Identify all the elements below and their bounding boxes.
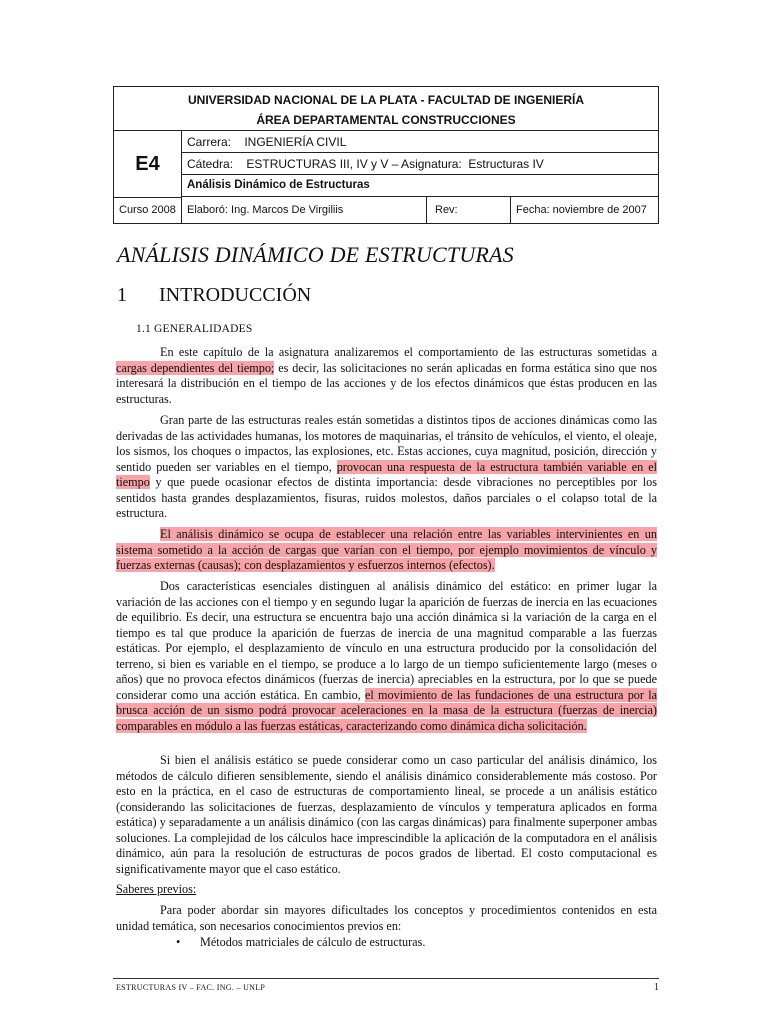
header-meta-row <box>114 197 658 223</box>
p1-text-a: En este capítulo de la asignatura analizaremos el comportamiento de las estructuras sometidas a <box>160 345 657 359</box>
bullet-text: Métodos matriciales de cálculo de estructuras. <box>200 935 426 949</box>
paragraph-1 <box>116 345 657 407</box>
fecha-cell: Fecha: noviembre de 2007 <box>510 197 658 223</box>
p6-text: Para poder abordar sin mayores dificultades los conceptos y procedimientos contenidos en esta unidad temática, son necesarios conocimientos previos en: <box>116 903 657 933</box>
carrera-text: Carrera: INGENIERÍA CIVIL <box>187 135 347 149</box>
rev-cell: Rev: <box>426 197 510 223</box>
paragraph-4 <box>116 579 657 734</box>
p2-highlight: provocan una respuesta de la estructura también variable en el tiempo <box>116 459 657 489</box>
header-carrera-row <box>181 131 658 153</box>
header-topic-row <box>181 175 658 197</box>
elaboro-cell: Elaboró: Ing. Marcos De Virgiliis <box>181 197 426 223</box>
footer-divider <box>113 978 659 979</box>
bullet-dot-icon: • <box>176 935 181 949</box>
document-title: ANÁLISIS DINÁMICO DE ESTRUCTURAS <box>117 242 514 267</box>
section-number: 1 <box>117 284 127 306</box>
paragraph-5 <box>116 753 657 877</box>
p4-highlight: el movimiento de las fundaciones de una estructura por la brusca acción de un sismo podrá provocar aceleraciones en la masa de la estructura (fuerzas de inercia) comparables en módulo a las fuerzas estáticas, caracterizando como dinámica dicha solicitación. <box>116 687 657 733</box>
p3-highlight: El análisis dinámico se ocupa de establecer una relación entre las variables intervinientes en un sistema sometido a la acción de cargas que varían con el tiempo, por ejemplo movimientos de vínculo y fuerzas externas (causas); con desplazamientos y esfuerzos internos (efectos). <box>116 527 657 572</box>
p4-text-a: Dos características esenciales distinguen al análisis dinámico del estático: en primer lugar la variación de las acciones con el tiempo y en segundo lugar la aparición de fuerzas de inercia en las ecuaciones de equilibrio. Es decir, una estructura se encuentra bajo una acción dinámica si la variación de la carga en el tiempo es tal que produce la aparición de fuerzas de inercia de una magnitud comparable a las fuerzas estáticas. Por ejemplo, el desplazamiento de vínculo en una estructura producido por la consolidación del terreno, si bien es variable en el tiempo, se produce a lo largo de un tiempo suficientemente largo (meses o años) que no provoca efectos dinámicos (fuerzas de inercia) apreciables en la estructura, por lo que se puede considerar como una acción estática. En cambio, <box>116 579 657 702</box>
page-number: 1 <box>654 982 659 993</box>
subsection-heading: 1.1 GENERALIDADES <box>136 323 253 335</box>
university-name: UNIVERSIDAD NACIONAL DE LA PLATA - FACULTAD DE INGENIERÍA <box>188 93 584 107</box>
department-name: ÁREA DEPARTAMENTAL CONSTRUCCIONES <box>256 113 516 127</box>
catedra-text: Cátedra: ESTRUCTURAS III, IV y V – Asignatura: Estructuras IV <box>187 157 544 171</box>
saberes-previos-heading: Saberes previos: <box>116 882 197 896</box>
bullet-item <box>176 935 425 950</box>
course-code: E4 <box>114 131 182 198</box>
footer-text: ESTRUCTURAS IV – FAC. ING. – UNLP <box>116 983 266 992</box>
topic-text: Análisis Dinámico de Estructuras <box>187 179 370 191</box>
paragraph-6 <box>116 903 657 934</box>
p2-text-a: Gran parte de las estructuras reales están sometidas a distintos tipos de acciones dinámicas como las derivadas de las actividades humanas, los motores de maquinarias, el tránsito de vehículos, el viento, el oleaje, los sismos, los choques o impactos, las explosiones, etc. Estas acciones, cuya magnitud, posición, dirección y sentido pueden ser variables en el tiempo, <box>116 413 657 474</box>
section-title: INTRODUCCIÓN <box>159 284 312 306</box>
header-catedra-row <box>181 153 658 175</box>
section-heading <box>117 284 311 307</box>
p2-text-b: y que puede ocasionar efectos de distinta importancia: desde vibraciones no perceptibles por los sentidos hasta grandes desplazamientos, fisuras, ruidos molestos, daños parciales o el colapso total de la estructura. <box>116 475 657 520</box>
paragraph-2 <box>116 413 657 522</box>
header-institution <box>114 87 658 131</box>
p1-highlight: cargas dependientes del tiempo; <box>116 360 275 375</box>
document-header-table <box>113 86 659 224</box>
curso-cell: Curso 2008 <box>119 204 176 216</box>
p5-text: Si bien el análisis estático se puede considerar como un caso particular del análisis dinámico, los métodos de cálculo difieren sensiblemente, siendo el análisis dinámico considerablemente más costoso. Por esto en la práctica, en el caso de estructuras de comportamiento lineal, se procede a un análisis estático (considerando las solicitaciones de fuerzas, desplazamiento de vínculos y temperatura aplicados en forma estática) y separadamente a un análisis dinámico (con las cargas dinámicas) para finalmente superponer ambas soluciones. La complejidad de los cálculos hace imprescindible la aplicación de la computadora en el análisis dinámico, aún para la resolución de estructuras de pocos grados de libertad. El costo computacional es significativamente mayor que el caso estático. <box>116 753 657 876</box>
paragraph-3 <box>116 527 657 574</box>
p1-text-b: es decir, las solicitaciones no serán aplicadas en forma estática sino que nos interesará la distribución en el tiempo de las acciones y de los efectos dinámicos que éstas producen en las estructuras. <box>116 360 657 406</box>
